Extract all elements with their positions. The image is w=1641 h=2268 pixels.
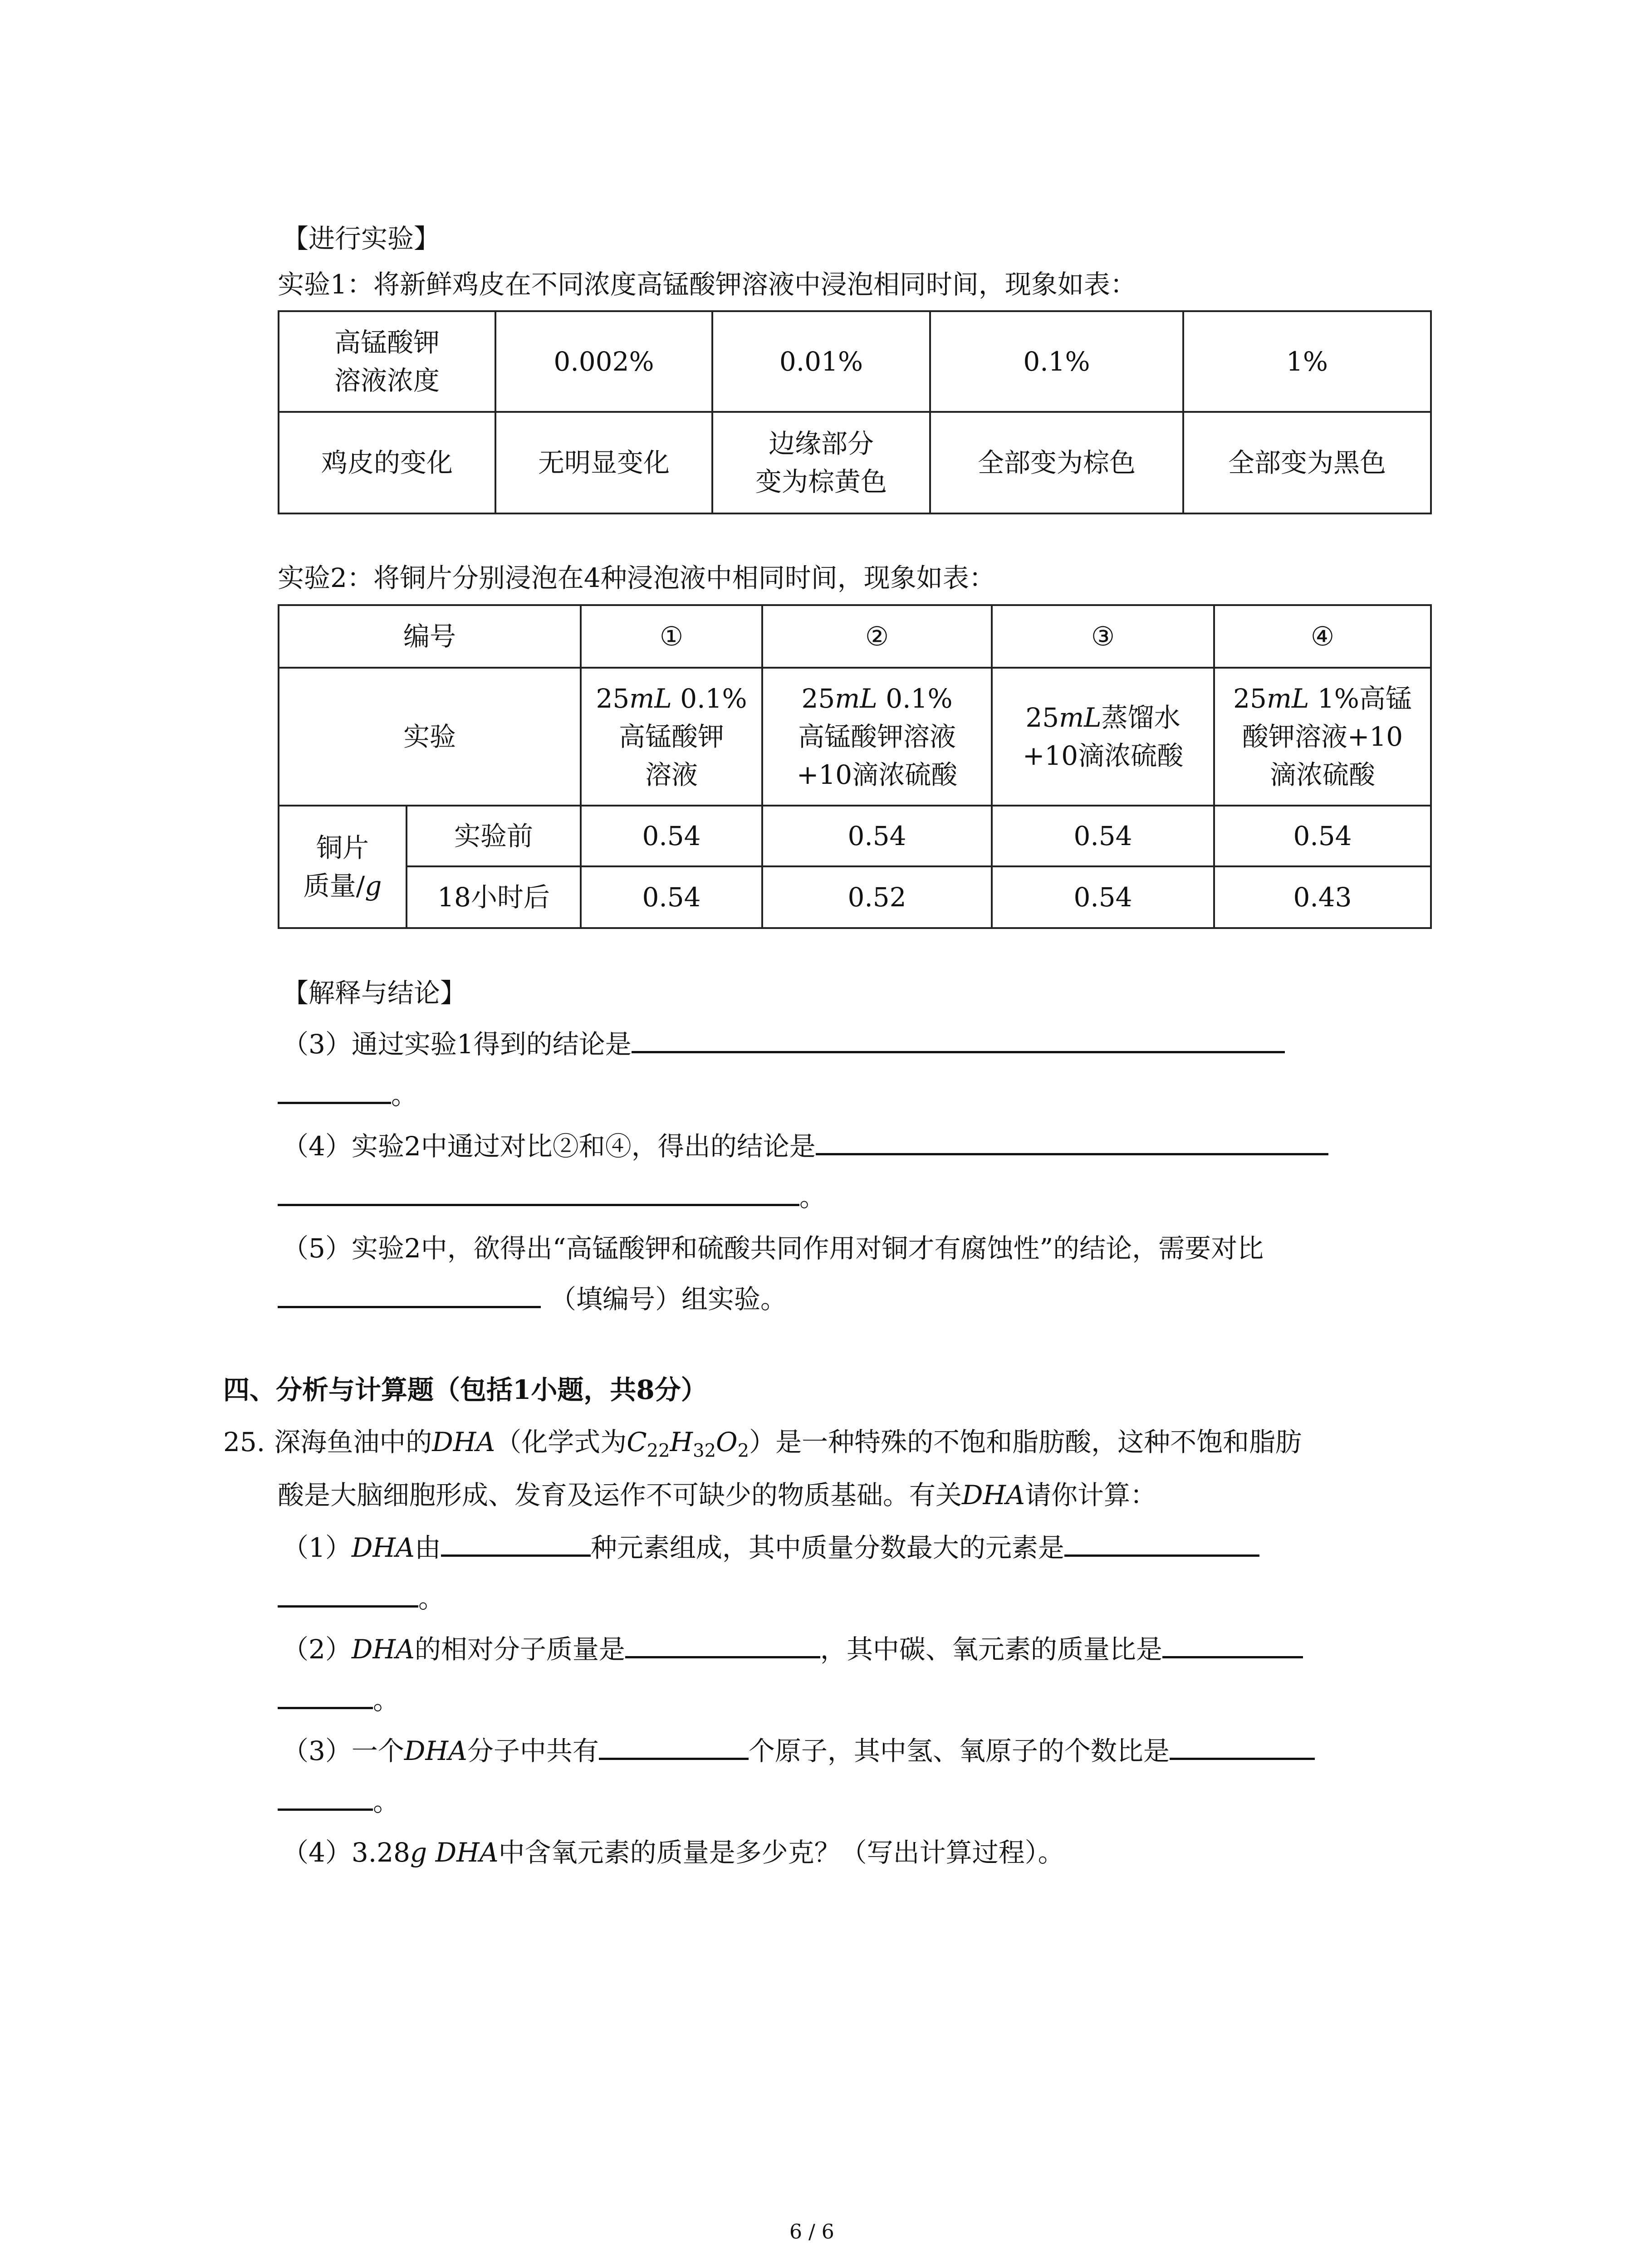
experiment1-intro: 实验1：将新鲜鸡皮在不同浓度高锰酸钾溶液中浸泡相同时间，现象如表：: [278, 269, 1136, 300]
table-row: [279, 605, 1431, 668]
answer-blank[interactable]: [816, 1153, 1328, 1155]
table-cell: ②: [762, 605, 992, 668]
section-heading-experiment: 【进行实验】: [282, 223, 441, 254]
answer-blank[interactable]: [278, 1707, 373, 1709]
question-5-continuation: （填编号）组实验。: [278, 1284, 787, 1315]
answer-blank[interactable]: [278, 1204, 799, 1206]
subquestion-3: （3）一个DHA分子中共有 个原子，其中氢、氧原子的个数比是: [282, 1735, 1315, 1767]
table-cell: ③: [992, 605, 1214, 668]
page-number: 6 / 6: [789, 2220, 834, 2244]
answer-blank[interactable]: [1170, 1758, 1315, 1760]
table-cell: 0.54: [581, 806, 762, 866]
table-cell: 全部变为黑色: [1183, 412, 1431, 513]
table-header-cell: 铜片 质量/g: [279, 806, 407, 928]
table-row: [279, 311, 1431, 412]
table-cell: 0.54: [581, 866, 762, 928]
table-cell: 25mL 0.1% 高锰酸钾溶液 +10滴浓硫酸: [762, 668, 992, 806]
question-3-continuation: 。: [278, 1080, 417, 1111]
experiment1-table: [278, 310, 1432, 514]
table-header-cell: 鸡皮的变化: [279, 412, 495, 513]
answer-blank[interactable]: [278, 1605, 418, 1608]
section-heading-conclusion: 【解释与结论】: [282, 978, 467, 1008]
table-cell: 0.002%: [495, 311, 712, 412]
table-cell: 25mL蒸馏水 +10滴浓硫酸: [992, 668, 1214, 806]
table-header-cell: 高锰酸钾 溶液浓度: [279, 311, 495, 412]
question-3: （3）通过实验1得到的结论是: [282, 1029, 1285, 1061]
subquestion-3-continuation: 。: [278, 1786, 399, 1818]
table-row: [279, 412, 1431, 513]
answer-blank[interactable]: [625, 1656, 820, 1658]
table-row: [279, 866, 1431, 928]
answer-blank[interactable]: [1064, 1554, 1259, 1557]
table-cell: 0.54: [992, 806, 1214, 866]
answer-blank[interactable]: [599, 1758, 749, 1760]
answer-blank[interactable]: [278, 1809, 373, 1811]
table-row: [279, 668, 1431, 806]
table-header-cell: 实验: [279, 668, 581, 806]
table-header-cell: 编号: [279, 605, 581, 668]
experiment2-intro: 实验2：将铜片分别浸泡在4种浸泡液中相同时间，现象如表：: [278, 562, 995, 593]
subquestion-2-continuation: 。: [278, 1685, 399, 1716]
table-cell: 0.54: [762, 806, 992, 866]
question-5: （5）实验2中，欲得出“高锰酸钾和硫酸共同作用对铜才有腐蚀性”的结论，需要对比: [282, 1233, 1264, 1264]
table-cell: 无明显变化: [495, 412, 712, 513]
section-heading-4: 四、分析与计算题（包括1小题，共8分）: [223, 1374, 707, 1405]
question-25-line2: 酸是大脑细胞形成、发育及运作不可缺少的物质基础。有关DHA请你计算：: [278, 1480, 1156, 1510]
subquestion-1: （1）DHA由 种元素组成，其中质量分数最大的元素是: [282, 1532, 1259, 1564]
table-cell: 25mL 1%高锰 酸钾溶液+10 滴浓硫酸: [1214, 668, 1431, 806]
table-cell: 0.1%: [930, 311, 1183, 412]
subquestion-1-continuation: 。: [278, 1583, 445, 1615]
question-4-continuation: 。: [278, 1182, 826, 1213]
table-cell: 0.54: [1214, 806, 1431, 866]
question-25: 25. 深海鱼油中的DHA（化学式为$C_{22}H_{32}O_2$）是一种特殊的不饱和脂肪酸，这种不饱和脂肪: [223, 1427, 1302, 1461]
table-row: [279, 806, 1431, 866]
table-cell: ④: [1214, 605, 1431, 668]
subquestion-2: （2）DHA的相对分子质量是 ，其中碳、氧元素的质量比是: [282, 1634, 1303, 1666]
experiment2-table: [278, 604, 1432, 929]
table-header-cell: 实验前: [407, 806, 581, 866]
table-header-cell: 18小时后: [407, 866, 581, 928]
answer-blank[interactable]: [632, 1051, 1285, 1053]
table-cell: 25mL 0.1% 高锰酸钾 溶液: [581, 668, 762, 806]
answer-blank[interactable]: [278, 1306, 541, 1308]
table-cell: 全部变为棕色: [930, 412, 1183, 513]
answer-blank[interactable]: [278, 1102, 391, 1104]
table-cell: 0.52: [762, 866, 992, 928]
question-4: （4）实验2中通过对比②和④，得出的结论是: [282, 1131, 1328, 1163]
table-cell: 0.54: [992, 866, 1214, 928]
table-cell: ①: [581, 605, 762, 668]
table-cell: 0.43: [1214, 866, 1431, 928]
answer-blank[interactable]: [441, 1554, 591, 1557]
table-cell: 边缘部分 变为棕黄色: [712, 412, 930, 513]
table-cell: 0.01%: [712, 311, 930, 412]
subquestion-4: （4）3.28g DHA中含氧元素的质量是多少克？（写出计算过程）。: [282, 1837, 1064, 1868]
answer-blank[interactable]: [1162, 1656, 1303, 1658]
table-cell: 1%: [1183, 311, 1431, 412]
